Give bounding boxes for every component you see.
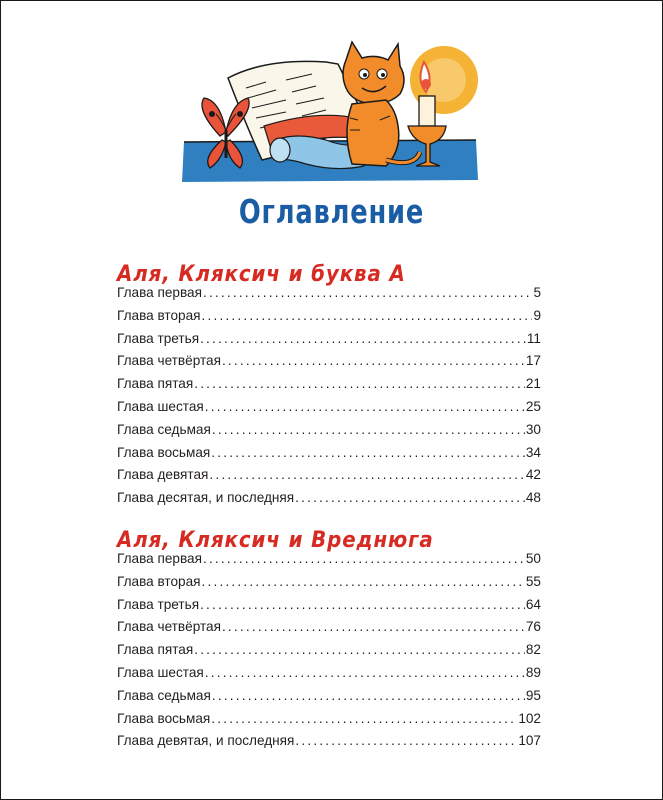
toc-entry[interactable] [117,688,541,711]
dot-leader [205,665,525,680]
dot-leader [295,490,525,505]
chapter-name: Глава четвёртая [117,619,221,635]
toc-entry[interactable] [117,376,541,399]
chapter-name: Глава пятая [117,642,194,658]
page-number: 76 [525,619,541,635]
toc-entry[interactable] [117,551,541,574]
page-number: 102 [518,710,541,726]
page-number: 50 [525,551,541,566]
chapter-name: Глава пятая [117,376,194,392]
toc-entry[interactable] [117,467,541,490]
page-number: 25 [525,398,541,414]
dot-leader [212,688,525,703]
toc-entry[interactable] [117,733,541,756]
chapter-name: Глава десятая, и последняя [117,490,295,506]
dot-leader [202,574,525,589]
toc-list [117,551,541,756]
section-title: Аля, Кляксич и Вреднюга [117,528,434,553]
dot-leader [202,308,533,323]
page-number: 89 [525,664,541,680]
header-illustration [176,40,488,190]
toc-entry[interactable] [117,619,541,642]
page-number: 21 [525,376,541,392]
chapter-name: Глава восьмая [117,710,211,726]
toc-list [117,285,541,513]
toc-entry[interactable] [117,642,541,665]
chapter-name: Глава вторая [117,573,201,589]
dot-leader [194,642,525,657]
toc-entry[interactable] [117,711,541,734]
dot-leader [295,733,517,748]
toc-entry[interactable] [117,445,541,468]
toc-entry[interactable] [117,422,541,445]
page-number: 64 [525,596,541,612]
page-number: 30 [525,421,541,437]
dot-leader [203,285,532,300]
toc-entry[interactable] [117,597,541,620]
toc-entry[interactable] [117,308,541,331]
chapter-name: Глава вторая [117,307,201,323]
dot-leader [194,376,525,391]
toc-entry[interactable] [117,574,541,597]
page-number: 11 [526,330,541,346]
dot-leader [222,619,525,634]
dot-leader [203,551,525,566]
chapter-name: Глава первая [117,551,202,566]
page-number: 42 [525,467,541,483]
page-number: 9 [533,307,541,323]
section-title: Аля, Кляксич и буква А [117,262,406,287]
toc-entry[interactable] [117,665,541,688]
toc-entry[interactable] [117,285,541,308]
toc-entry[interactable] [117,490,541,513]
page-number: 55 [525,573,541,589]
butterfly-icon [202,98,249,168]
dot-leader [209,467,524,482]
chapter-name: Глава шестая [117,398,204,414]
chapter-name: Глава восьмая [117,444,211,460]
dot-leader [211,445,525,460]
dot-leader [205,399,525,414]
chapter-name: Глава девятая, и последняя [117,733,295,749]
dot-leader [200,597,525,612]
chapter-name: Глава первая [117,285,202,300]
chapter-name: Глава четвёртая [117,353,221,369]
chapter-name: Глава седьмая [117,687,211,703]
chapter-name: Глава седьмая [117,421,211,437]
dot-leader [222,353,525,368]
page-title: Оглавление [238,192,425,231]
page-number: 95 [525,687,541,703]
dot-leader [211,711,517,726]
toc-entry[interactable] [117,331,541,354]
chapter-name: Глава третья [117,330,200,346]
toc-entry[interactable] [117,399,541,422]
chapter-name: Глава шестая [117,664,204,680]
dot-leader [212,422,525,437]
page-number: 82 [525,642,541,658]
toc-entry[interactable] [117,353,541,376]
page-number: 34 [525,444,541,460]
page-number: 5 [533,285,541,300]
page-number: 48 [525,490,541,506]
page-number: 107 [518,733,541,749]
chapter-name: Глава девятая [117,467,209,483]
dot-leader [200,331,526,346]
chapter-name: Глава третья [117,596,200,612]
page-number: 17 [525,353,541,369]
